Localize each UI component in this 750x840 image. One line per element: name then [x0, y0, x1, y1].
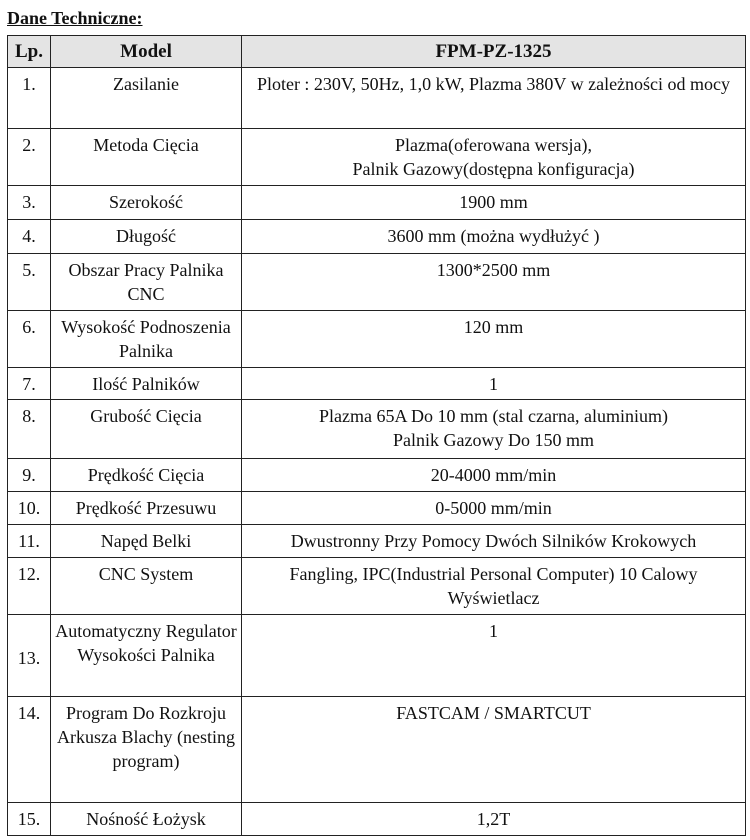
row-value: 3600 mm (można wydłużyć )	[242, 220, 746, 254]
row-parameter: Nośność Łożysk	[51, 803, 242, 836]
row-number: 11.	[8, 525, 51, 558]
table-row	[8, 129, 746, 186]
table-row	[8, 400, 746, 459]
table-row	[8, 368, 746, 400]
row-parameter: Grubość Cięcia	[51, 400, 242, 459]
row-number: 9.	[8, 459, 51, 492]
row-number: 1.	[8, 68, 51, 129]
row-number: 4.	[8, 220, 51, 254]
row-number: 14.	[8, 697, 51, 803]
row-parameter: Prędkość Cięcia	[51, 459, 242, 492]
table-row	[8, 186, 746, 220]
row-value: 0-5000 mm/min	[242, 492, 746, 525]
table-row	[8, 615, 746, 697]
row-value: 120 mm	[242, 311, 746, 368]
row-value: 1	[242, 615, 746, 697]
row-parameter: Szerokość	[51, 186, 242, 220]
table-row	[8, 803, 746, 836]
row-number: 15.	[8, 803, 51, 836]
row-parameter: Program Do Rozkroju Arkusza Blachy (nesting program)	[51, 697, 242, 803]
table-header-row	[8, 36, 746, 68]
row-parameter: CNC System	[51, 558, 242, 615]
row-number: 7.	[8, 368, 51, 400]
row-number: 6.	[8, 311, 51, 368]
table-row	[8, 492, 746, 525]
specs-table	[7, 35, 746, 836]
row-value: 1	[242, 368, 746, 400]
row-parameter: Obszar Pracy Palnika CNC	[51, 254, 242, 311]
header-value: FPM-PZ-1325	[242, 36, 746, 68]
row-value: Ploter : 230V, 50Hz, 1,0 kW, Plazma 380V w zależności od mocy	[242, 68, 746, 129]
row-number: 8.	[8, 400, 51, 459]
header-model: Model	[51, 36, 242, 68]
table-row	[8, 558, 746, 615]
table-row	[8, 459, 746, 492]
row-number: 2.	[8, 129, 51, 186]
row-parameter: Długość	[51, 220, 242, 254]
row-number: 10.	[8, 492, 51, 525]
table-row	[8, 525, 746, 558]
row-value: 1900 mm	[242, 186, 746, 220]
table-row	[8, 68, 746, 129]
row-value: FASTCAM / SMARTCUT	[242, 697, 746, 803]
table-row	[8, 311, 746, 368]
row-value: Plazma 65A Do 10 mm (stal czarna, aluminium) Palnik Gazowy Do 150 mm	[242, 400, 746, 459]
row-parameter: Zasilanie	[51, 68, 242, 129]
row-parameter: Metoda Cięcia	[51, 129, 242, 186]
row-value: 20-4000 mm/min	[242, 459, 746, 492]
row-value: Fangling, IPC(Industrial Personal Computer) 10 Calowy Wyświetlacz	[242, 558, 746, 615]
row-number: 12.	[8, 558, 51, 615]
header-lp: Lp.	[8, 36, 51, 68]
row-value: Dwustronny Przy Pomocy Dwóch Silników Krokowych	[242, 525, 746, 558]
row-number: 5.	[8, 254, 51, 311]
row-parameter: Napęd Belki	[51, 525, 242, 558]
table-row	[8, 220, 746, 254]
row-number: 3.	[8, 186, 51, 220]
table-row	[8, 697, 746, 803]
row-value: 1,2T	[242, 803, 746, 836]
row-parameter: Wysokość Podnoszenia Palnika	[51, 311, 242, 368]
row-value: 1300*2500 mm	[242, 254, 746, 311]
row-parameter: Automatyczny Regulator Wysokości Palnika	[51, 615, 242, 697]
table-row	[8, 254, 746, 311]
row-parameter: Ilość Palników	[51, 368, 242, 400]
row-value: Plazma(oferowana wersja), Palnik Gazowy(dostępna konfiguracja)	[242, 129, 746, 186]
row-number: 13.	[8, 615, 51, 697]
row-parameter: Prędkość Przesuwu	[51, 492, 242, 525]
section-title: Dane Techniczne:	[7, 8, 143, 28]
